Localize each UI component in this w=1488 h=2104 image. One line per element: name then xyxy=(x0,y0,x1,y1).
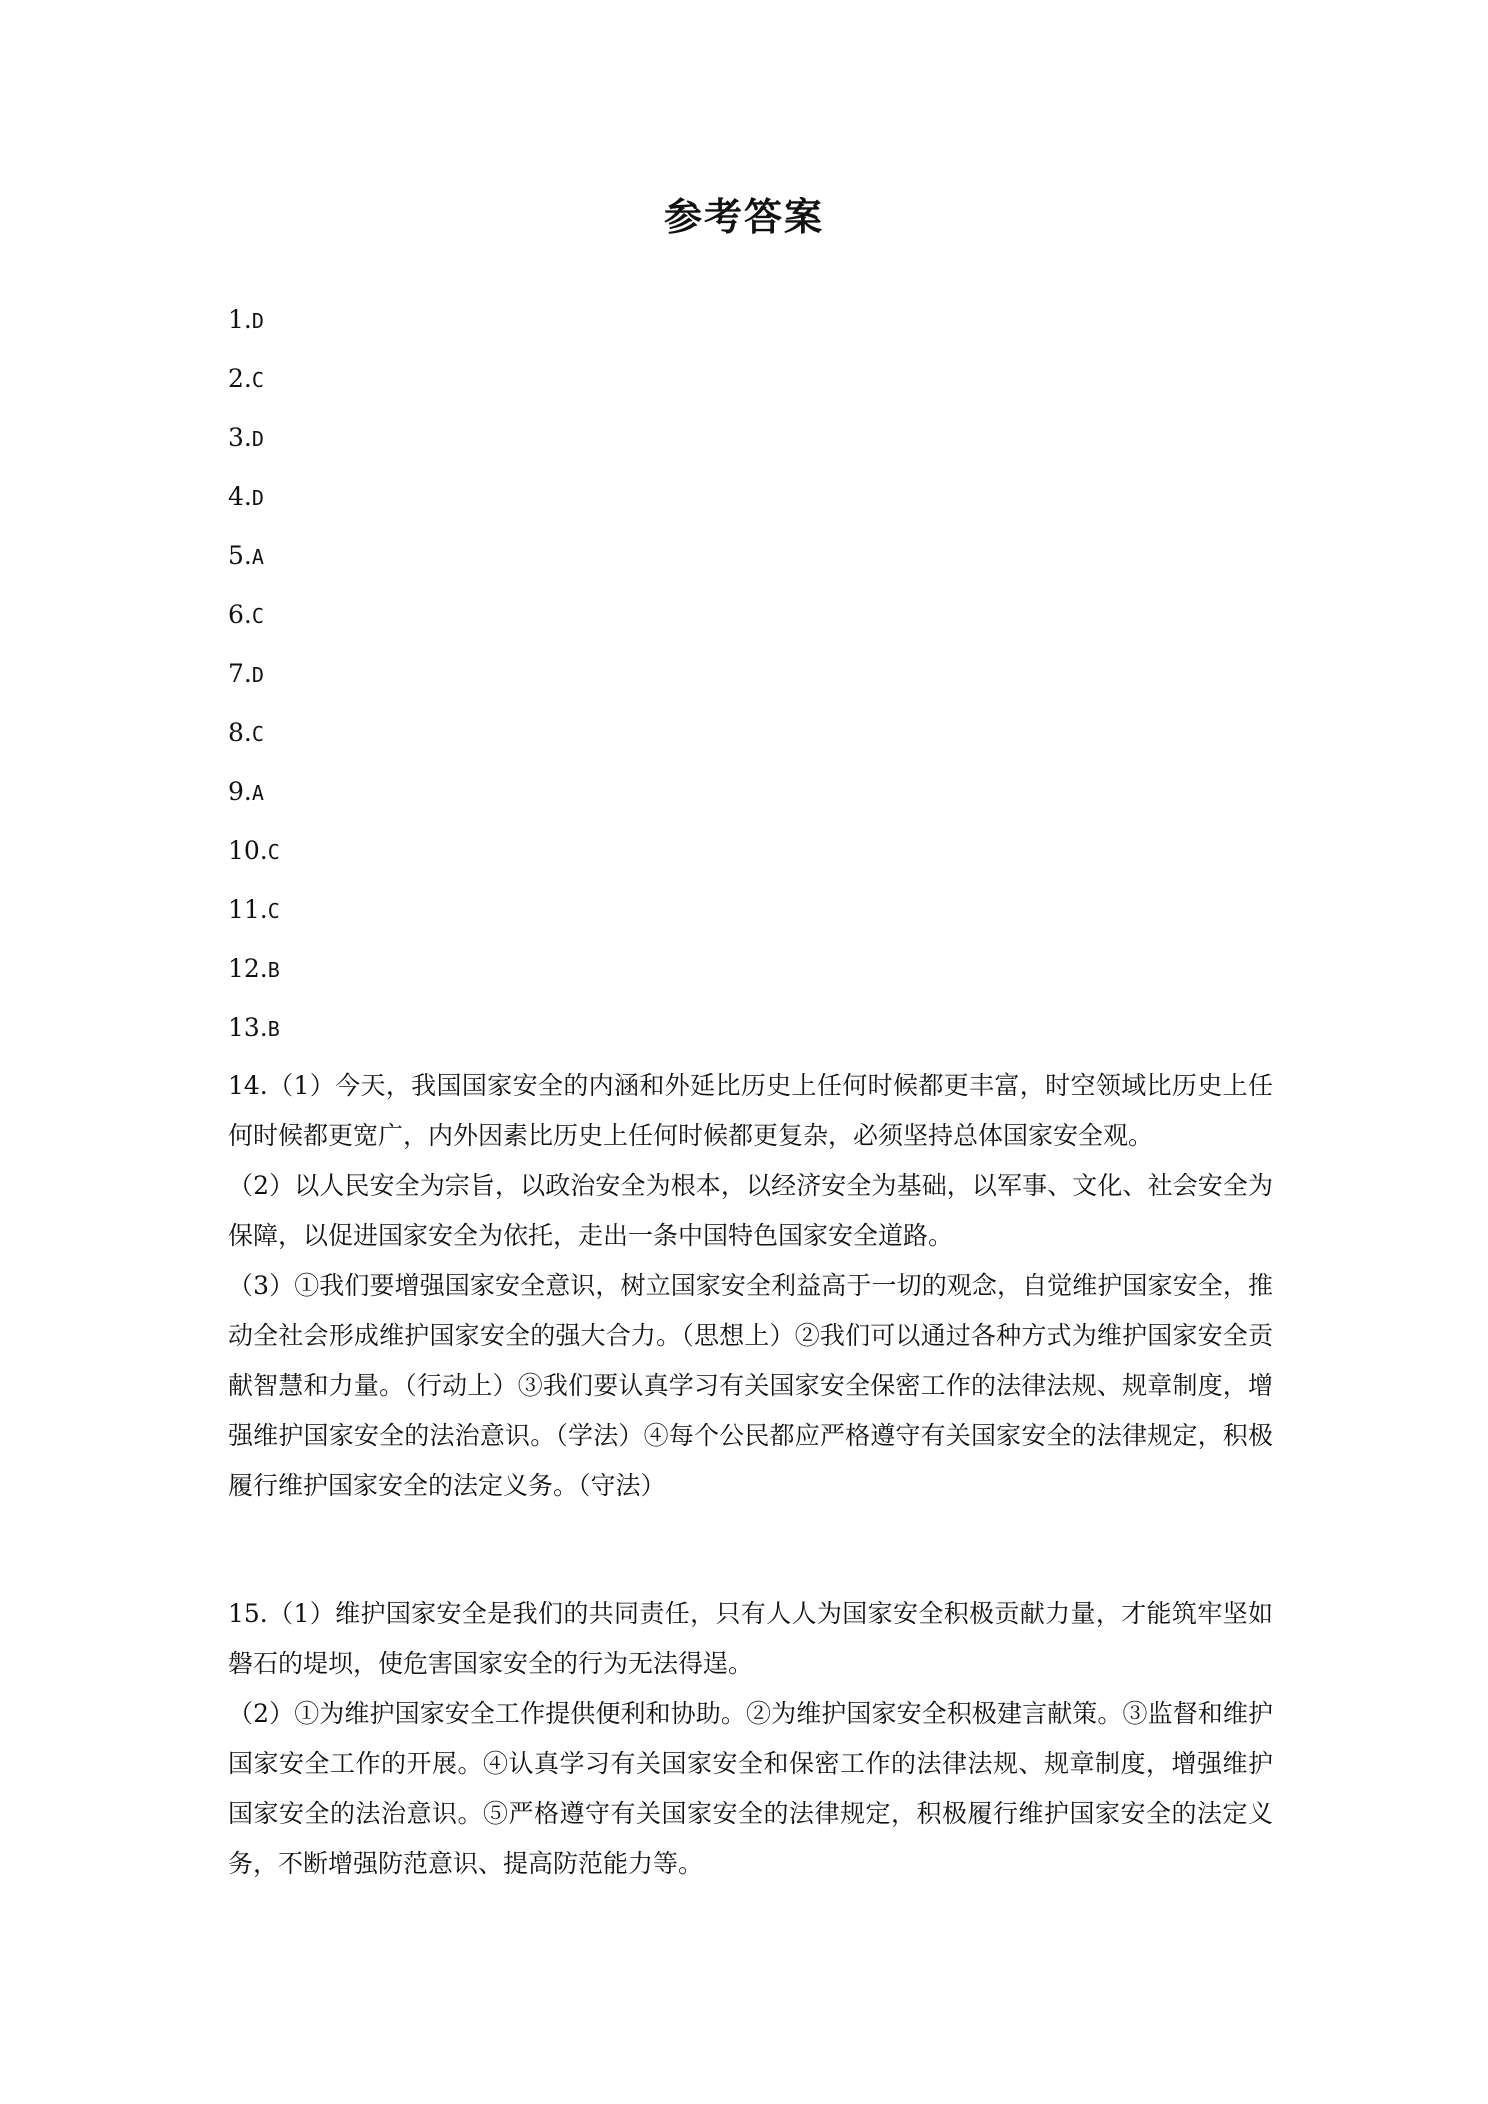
choice-answer-4 xyxy=(228,473,1268,532)
question-number: 7. xyxy=(228,659,252,688)
question-number: 3. xyxy=(228,423,252,452)
answer-letter: C xyxy=(267,840,280,864)
question-number: 5. xyxy=(228,541,252,570)
question-number: 4. xyxy=(228,482,252,511)
question-number: 11. xyxy=(228,895,268,924)
question-15-answer xyxy=(228,1589,1273,1889)
answer-letter: A xyxy=(251,545,264,569)
answer-letter: D xyxy=(251,309,264,333)
question-14-answer xyxy=(228,1061,1273,1511)
question-number: 13. xyxy=(228,1013,268,1042)
choice-answer-6 xyxy=(228,591,1268,650)
choice-answer-11 xyxy=(228,886,1268,945)
choice-answer-7 xyxy=(228,650,1268,709)
choice-answer-2 xyxy=(228,355,1268,414)
choice-answer-9 xyxy=(228,768,1268,827)
question-number: 10. xyxy=(228,836,268,865)
q14-part-1: 14.（1）今天，我国国家安全的内涵和外延比历史上任何时候都更丰富，时空领域比历史上任何时候都更宽广，内外因素比历史上任何时候都更复杂，必须坚持总体国家安全观。 xyxy=(228,1071,1273,1150)
question-number: 9. xyxy=(228,777,252,806)
answer-letter: C xyxy=(251,368,264,392)
question-number: 1. xyxy=(228,305,252,334)
q14-part-2: （2）以人民安全为宗旨，以政治安全为根本，以经济安全为基础，以军事、文化、社会安全为保障，以促进国家安全为依托，走出一条中国特色国家安全道路。 xyxy=(228,1171,1273,1250)
answer-letter: C xyxy=(251,604,264,628)
choice-answer-13 xyxy=(228,1004,1268,1063)
q15-part-2: （2）①为维护国家安全工作提供便利和协助。②为维护国家安全积极建言献策。③监督和维护国家安全工作的开展。④认真学习有关国家安全和保密工作的法律法规、规章制度，增强维护国家安全的法治意识。⑤严格遵守有关国家安全的法律规定，积极履行维护国家安全的法定义务，不断增强防范意识、提高防范能力等。 xyxy=(228,1699,1273,1878)
answer-letter: C xyxy=(251,722,264,746)
question-number: 2. xyxy=(228,364,252,393)
choice-answer-12 xyxy=(228,945,1268,1004)
q15-part-1: 15.（1）维护国家安全是我们的共同责任，只有人人为国家安全积极贡献力量，才能筑牢坚如磐石的堤坝，使危害国家安全的行为无法得逞。 xyxy=(228,1599,1273,1678)
answer-letter: C xyxy=(267,899,280,923)
choice-answer-5 xyxy=(228,532,1268,591)
answer-letter: D xyxy=(251,427,264,451)
choice-answer-8 xyxy=(228,709,1268,768)
choice-answer-list xyxy=(228,296,1268,1063)
answer-letter: B xyxy=(267,958,280,982)
q14-part-3: （3）①我们要增强国家安全意识，树立国家安全利益高于一切的观念，自觉维护国家安全，推动全社会形成维护国家安全的强大合力。（思想上）②我们可以通过各种方式为维护国家安全贡献智慧和力量。（行动上）③我们要认真学习有关国家安全保密工作的法律法规、规章制度，增强维护国家安全的法治意识。（学法）④每个公民都应严格遵守有关国家安全的法律规定，积极履行维护国家安全的法定义务。（守法） xyxy=(228,1271,1273,1500)
choice-answer-1 xyxy=(228,296,1268,355)
answer-letter: D xyxy=(251,486,264,510)
choice-answer-3 xyxy=(228,414,1268,473)
choice-answer-10 xyxy=(228,827,1268,886)
question-number: 8. xyxy=(228,718,252,747)
question-number: 12. xyxy=(228,954,268,983)
answer-letter: B xyxy=(267,1017,280,1041)
question-number: 6. xyxy=(228,600,252,629)
page-title: 参考答案 xyxy=(663,195,824,239)
answer-letter: D xyxy=(251,663,264,687)
answer-letter: A xyxy=(251,781,264,805)
